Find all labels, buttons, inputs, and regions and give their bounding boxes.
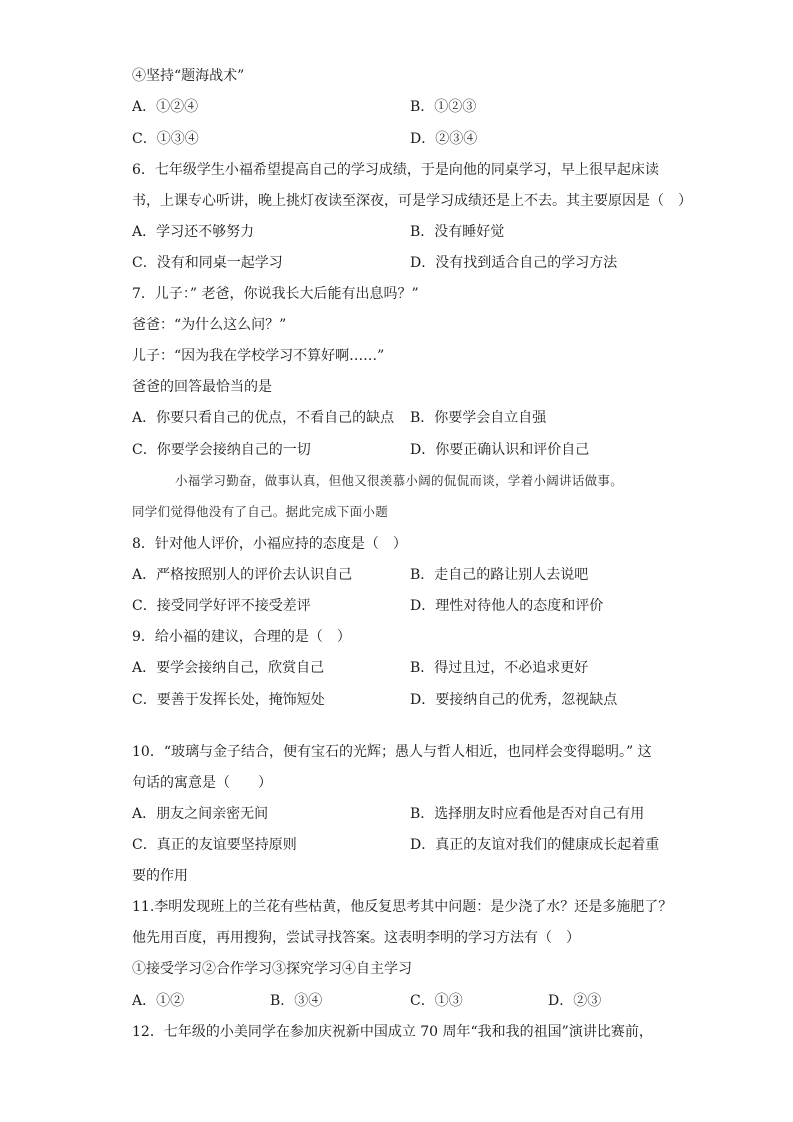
q10-option-d: D．真正的友谊对我们的健康成长起着重 xyxy=(410,837,660,853)
q6-stem-line-1: 6．七年级学生小福希望提高自己的学习成绩，于是向他的同桌学习，早上很早起床读 xyxy=(132,162,659,178)
q7-option-d: D．你要正确认识和评价自己 xyxy=(410,442,590,458)
q8-option-b: B．走自己的路让别人去说吧 xyxy=(410,567,589,583)
q11-option-c: C．①③ xyxy=(410,993,463,1009)
q9-option-c: C．要善于发挥长处，掩饰短处 xyxy=(132,692,325,708)
q10-option-a: A．朋友之间亲密无间 xyxy=(132,806,269,822)
q6-option-a: A．学习还不够努力 xyxy=(132,224,255,240)
q9-option-d: D．要接纳自己的优秀，忽视缺点 xyxy=(410,692,618,708)
q7-option-a: A．你要只看自己的优点，不看自己的缺点 xyxy=(132,410,395,426)
q8-option-d: D．理性对待他人的态度和评价 xyxy=(410,598,604,614)
q7-option-c: C．你要学会接纳自己的一切 xyxy=(132,442,311,458)
q11-option-b: B．③④ xyxy=(270,993,323,1009)
q5-item-4: ④坚持“题海战术” xyxy=(132,68,245,84)
q10-stem-line-2: 句话的寓意是（ ） xyxy=(132,775,272,791)
q10-stem-line-1: 10．“玻璃与金子结合，便有宝石的光辉；愚人与哲人相近，也同样会变得聪明。” 这 xyxy=(132,744,652,760)
q6-option-b: B．没有睡好觉 xyxy=(410,224,505,240)
q11-stem-line-1: 11.李明发现班上的兰花有些枯黄，他反复思考其中问题：是少浇了水？还是多施肥了？ xyxy=(132,899,673,915)
q11-option-a: A．①② xyxy=(132,993,185,1009)
q5-option-c: C．①③④ xyxy=(132,131,199,147)
q6-stem-line-2: 书，上课专心听讲，晚上挑灯夜读至深夜，可是学习成绩还是上不去。其主要原因是（ ） xyxy=(132,193,692,209)
q8-option-a: A．严格按照别人的评价去认识自己 xyxy=(132,567,353,583)
q7-stem-line-3: 儿子：“因为我在学校学习不算好啊……” xyxy=(132,348,385,364)
q9-option-a: A．要学会接纳自己，欣赏自己 xyxy=(132,660,325,676)
q10-option-d-continuation: 要的作用 xyxy=(132,868,188,884)
q5-option-b: B．①②③ xyxy=(410,99,477,115)
passage-line-2: 同学们觉得他没有了自己。据此完成下面小题 xyxy=(132,504,389,519)
q5-option-a: A．①②④ xyxy=(132,99,199,115)
q7-stem-line-1: 7．儿子：” 老爸，你说我长大后能有出息吗？” xyxy=(132,286,419,302)
q12-stem: 12．七年级的小美同学在参加庆祝新中国成立 70 周年“我和我的祖国”演讲比赛前， xyxy=(132,1024,653,1040)
q7-stem-line-2: 爸爸：“为什么这么问？” xyxy=(132,317,287,333)
q8-option-c: C．接受同学好评不接受差评 xyxy=(132,598,311,614)
q6-option-d: D．没有找到适合自己的学习方法 xyxy=(410,255,618,271)
q10-option-c: C．真正的友谊要坚持原则 xyxy=(132,837,297,853)
q7-option-b: B．你要学会自立自强 xyxy=(410,410,547,426)
q6-option-c: C．没有和同桌一起学习 xyxy=(132,255,283,271)
q11-option-d: D．②③ xyxy=(548,993,602,1009)
passage-line-1: 小福学习勤奋，做事认真，但他又很羡慕小阔的侃侃而谈，学着小阔讲话做事。 xyxy=(175,473,624,488)
q9-stem: 9．给小福的建议，合理的是（ ） xyxy=(132,629,351,645)
q7-stem-line-4: 爸爸的回答最恰当的是 xyxy=(132,379,272,395)
q10-option-b: B．选择朋友时应看他是否对自己有用 xyxy=(410,806,645,822)
q11-stem-line-2: 他先用百度，再用搜狗，尝试寻找答案。这表明李明的学习方法有（ ） xyxy=(132,930,580,946)
q8-stem: 8．针对他人评价，小福应持的态度是（ ） xyxy=(132,536,407,552)
q5-option-d: D．②③④ xyxy=(410,131,478,147)
q11-stem-line-3: ①接受学习②合作学习③探究学习④自主学习 xyxy=(132,961,412,977)
q9-option-b: B．得过且过，不必追求更好 xyxy=(410,660,589,676)
